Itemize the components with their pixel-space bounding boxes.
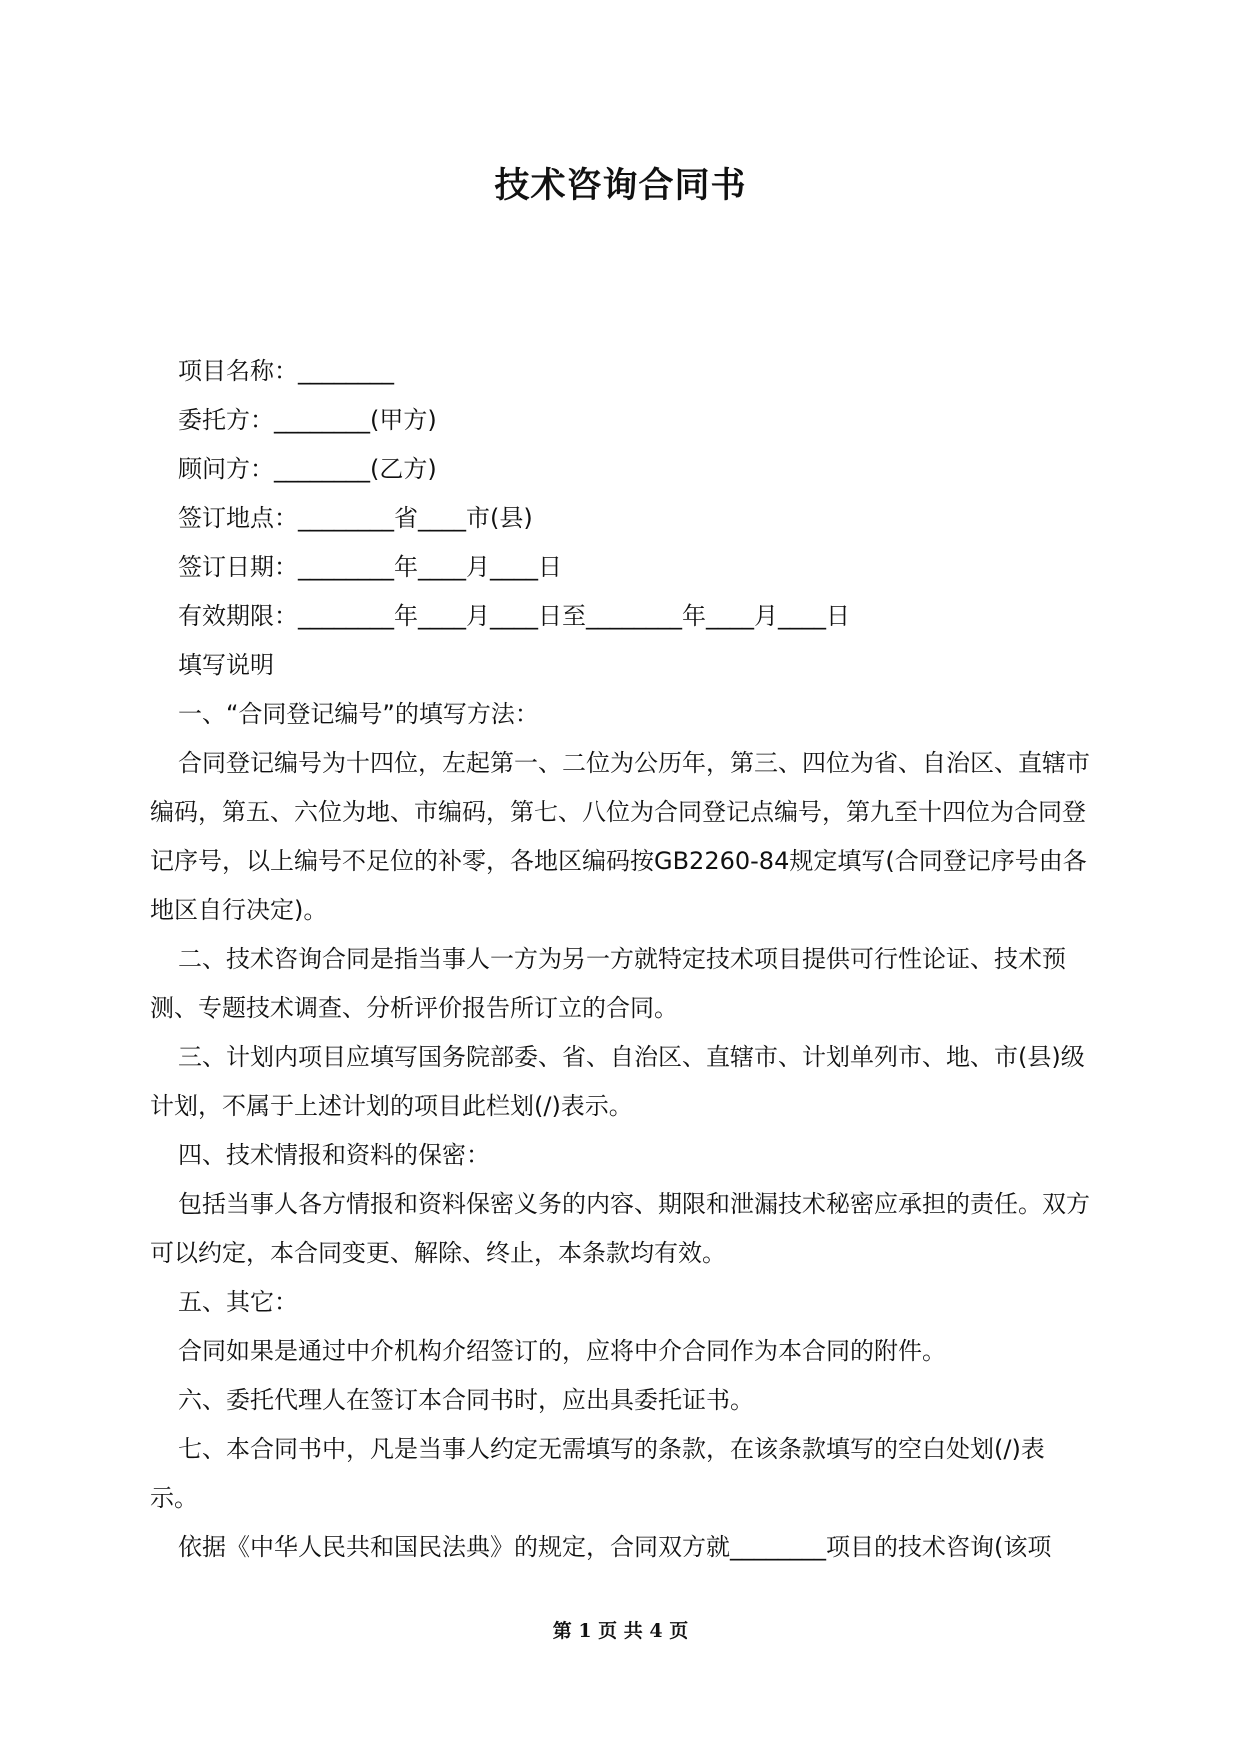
field-signing-date: 签订日期：________年____月____日 [178,553,562,581]
field-signing-place: 签订地点：________省____市(县) [178,504,533,532]
paragraph: 包括当事人各方情报和资料保密义务的内容、期限和泄漏技术秘密应承担的责任。双方可以约定，本合同变更、解除、终止，本条款均有效。 [150,1190,1090,1267]
page-footer: 第 1 页 共 4 页 [552,1620,689,1642]
paragraph: 七、本合同书中，凡是当事人约定无需填写的条款，在该条款填写的空白处划(/)表示。 [150,1435,1045,1512]
paragraph: 四、技术情报和资料的保密： [178,1141,490,1169]
document-title: 技术咨询合同书 [494,165,747,206]
field-client: 委托方：________(甲方) [178,406,437,434]
field-validity-period: 有效期限：________年____月____日至________年____月____日 [178,602,850,630]
field-project-name: 项目名称：________ [178,357,394,385]
paragraph: 二、技术咨询合同是指当事人一方为另一方就特定技术项目提供可行性论证、技术预测、专题技术调查、分析评价报告所订立的合同。 [150,945,1066,1022]
field-consultant: 顾问方：________(乙方) [178,455,437,483]
paragraph: 合同如果是通过中介机构介绍签订的，应将中介合同作为本合同的附件。 [178,1337,946,1365]
paragraph: 依据《中华人民共和国民法典》的规定，合同双方就________项目的技术咨询(该项 [178,1533,1052,1561]
paragraph: 三、计划内项目应填写国务院部委、省、自治区、直辖市、计划单列市、地、市(县)级计划，不属于上述计划的项目此栏划(/)表示。 [150,1043,1085,1120]
paragraph: 合同登记编号为十四位，左起第一、二位为公历年，第三、四位为省、自治区、直辖市编码，第五、六位为地、市编码，第七、八位为合同登记点编号，第九至十四位为合同登记序号，以上编号不足位的补零，各地区编码按GB2260-84规定填写(合同登记序号由各地区自行决定)。 [150,749,1090,924]
paragraph: 一、“合同登记编号”的填写方法： [178,700,539,728]
document-body [150,347,1090,1572]
paragraph: 五、其它： [178,1288,298,1316]
instructions-heading: 填写说明 [178,651,274,679]
paragraph: 六、委托代理人在签订本合同书时，应出具委托证书。 [178,1386,754,1414]
